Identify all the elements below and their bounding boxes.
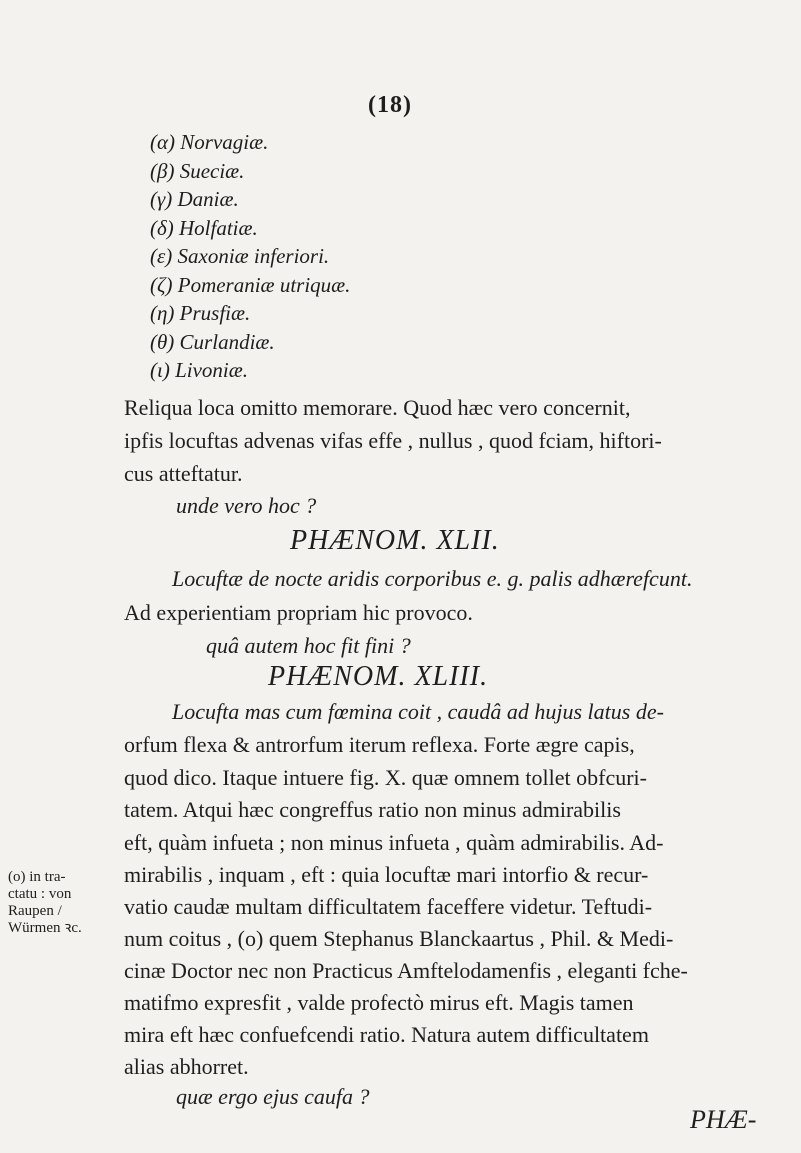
margin-note-line: Würmen ꝛc. <box>8 920 82 936</box>
body-line: Reliqua loca omitto memorare. Quod hæc vero concernit, <box>124 395 631 420</box>
body-line: Ad experientiam propriam hic provoco. <box>124 600 473 625</box>
footnote-item: (β) Sueciæ. <box>150 158 245 183</box>
body-line: Locuftæ de nocte aridis corporibus e. g. palis adhærefcunt. <box>172 566 693 591</box>
body-line: num coitus , (o) quem Stephanus Blanckaartus , Phil. & Medi- <box>124 926 674 951</box>
footnote-item: (ε) Saxoniæ inferiori. <box>150 244 330 268</box>
footnote-item: (η) Prusfiæ. <box>150 301 251 325</box>
body-line: orfum flexa & antrorfum iterum reflexa. Forte ægre capis, <box>124 732 635 757</box>
body-line: eft, quàm infueta ; non minus infueta , quàm admirabilis. Ad- <box>124 830 664 855</box>
body-line: cus atteftatur. <box>124 461 243 486</box>
question-line: quæ ergo ejus caufa ? <box>176 1084 370 1109</box>
footnote-item: (ι) Livoniæ. <box>150 358 248 382</box>
footnote-list <box>150 128 350 385</box>
section-heading: PHÆNOM. XLIII. <box>268 661 489 692</box>
margin-note <box>8 869 98 937</box>
question-line: quâ autem hoc fit fini ? <box>206 633 411 658</box>
body-line: alias abhorret. <box>124 1054 249 1079</box>
section-heading: PHÆNOM. XLII. <box>290 525 500 556</box>
body-line: mirabilis , inquam , eft : quia locuftæ mari intorfio & recur- <box>124 862 649 887</box>
catchword: PHÆ- <box>690 1105 757 1134</box>
page-number-ornament: (18) <box>368 92 412 118</box>
body-line: vatio caudæ multam difficultatem faceffere videtur. Teftudi- <box>124 894 653 919</box>
body-line: matifmo expresfit , valde profectò mirus eft. Magis tamen <box>124 990 634 1015</box>
body-line: quod dico. Itaque intuere fig. X. quæ omnem tollet obfcuri- <box>124 765 647 790</box>
margin-note-line: Raupen / <box>8 903 62 919</box>
body-line: Locufta mas cum fœmina coit , caudâ ad hujus latus de- <box>172 699 664 724</box>
body-line: mira eft hæc confuefcendi ratio. Natura autem difficultatem <box>124 1022 649 1047</box>
question-line: unde vero hoc ? <box>176 493 317 518</box>
footnote-item: (δ) Holfatiæ. <box>150 215 258 240</box>
footnote-item: (ζ) Pomeraniæ utriquæ. <box>150 272 351 297</box>
body-line: ipfis locuftas advenas vifas effe , nullus , quod fciam, hiftori- <box>124 428 662 453</box>
body-line: tatem. Atqui hæc congreffus ratio non minus admirabilis <box>124 797 621 822</box>
footnote-item: (α) Norvagiæ. <box>150 130 269 154</box>
body-line: cinæ Doctor nec non Practicus Amftelodamenfis , eleganti fche- <box>124 958 688 983</box>
margin-note-line: ctatu : von <box>8 886 72 902</box>
margin-note-line: (o) in tra- <box>8 869 66 885</box>
footnote-item: (γ) Daniæ. <box>150 187 239 211</box>
footnote-item: (θ) Curlandiæ. <box>150 329 275 354</box>
